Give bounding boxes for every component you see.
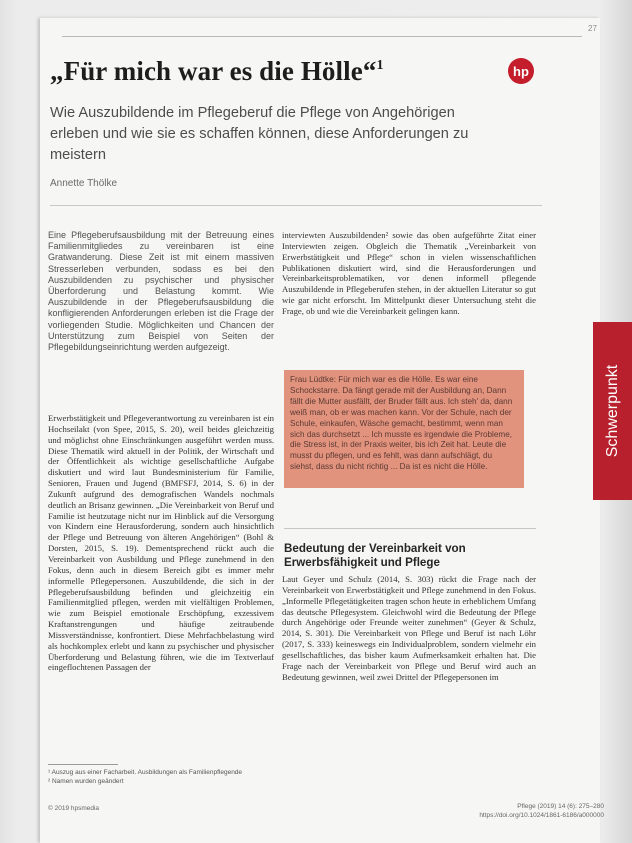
side-tab-label: Schwerpunkt	[603, 364, 621, 458]
section-divider	[284, 528, 536, 529]
footnote-1: ¹ Auszug aus einer Facharbeit. Ausbildungen als Familienpflegende	[48, 769, 243, 776]
section-side-tab	[593, 322, 632, 500]
interview-quote-box: Frau Lüdtke: Für mich war es die Hölle. Es war eine Schockstarre. Da fängt gerade mit der Ausbildung an, Dann fällt die Mutter ausfällt, der Bruder fällt aus. Ich steh' da, dann weiß man, ob er was machen kann. Vor der Schule, nach der Schule, einkaufen, Wäsche gemacht, bestimmt, wenn man sich das durchsetzt ... Ich musste es irgendwie die Probleme, die Stress ist, in der Praxis weiter, bis ich Zeit hat. Leute die musst du pflegen, und es fehlt, was dann aufschlägt, du siehst, dass du nicht richtig ... Da ist es nicht die Hölle.	[284, 370, 524, 488]
footnote-rule	[48, 764, 118, 765]
body-column-left: Erwerbstätigkeit und Pflegeverantwortung zu vereinbaren ist ein Hochseilakt (von Spee, 2015, S. 20), weil beides gleichzeitig und möglichst ohne Einschränkungen ausgeführt werden muss. Diese Thematik wird aktuell in der Politik, der Wirtschaft und der Öffentlichkeit als wichtige gesellschaftliche Aufgabe diskutiert und wird laut Bundesministerium für Familie, Senioren, Frauen und Jugend (BMFSFJ, 2014, S. 6) in der Zukunft aufgrund des demografischen Wandels nochmals deutlich an Brisanz gewinnen. „Die Vereinbarkeit von Beruf und Familie ist heutzutage nicht nur im Hinblick auf die Versorgung von Kindern eine Herausforderung, sondern auch hinsichtlich der Pflege und Betreuung von älteren Angehörigen“ (Bohl & Dorsten, 2015, S. 19). Dementsprechend rückt auch die Vereinbarkeit von Ausbildung und Pflege zunehmend in den Fokus, denn auch in diesem Bereich gibt es immer mehr informelle Pflegepersonen. Auszubildende, die sich in der Pflegeberufsausbildung befinden und gleichzeitig ein Familienmitglied pflegen, werden mit vielfältigen Problemen, wie zum Beispiel emotionale Erschöpfung, exzessivem Kraftanstrengungen und häufige zeitraubende Missverständnisse, konfrontiert. Diese Mehrfachbelastung wird als hochkomplex erlebt und kann zu psychischer und physischer Überforderung und Belastung führen, wie die im Textverlauf eingeflochtenen Passagen der	[48, 413, 274, 673]
section-heading: Bedeutung der Vereinbarkeit von Erwerbsfähigkeit und Pflege	[284, 542, 466, 569]
author-name: Annette Thölke	[50, 178, 118, 189]
footer-doi-link[interactable]: https://doi.org/10.1024/1861-6186/a000000	[479, 812, 604, 819]
journal-logo-icon: hp	[508, 58, 534, 84]
title-divider	[50, 205, 542, 206]
footer-citation-line: Pflege (2019) 14 (6): 275–280	[517, 803, 604, 810]
footer-publisher: © 2019 hpsmedia	[48, 805, 100, 812]
title-footnote-marker: 1	[376, 58, 384, 73]
footnote-2: ² Namen wurden geändert	[48, 778, 124, 785]
body-column-right-bottom: Laut Geyer und Schulz (2014, S. 303) rückt die Frage nach der Vereinbarkeit von Erwerbstätigkeit und Pflege zunehmend in den Fokus. „Informelle Pflegetätigkeiten tragen schon heute in erheblichem Umfang das deutsche Pflegesystem. Gleichwohl wird die Bedeutung der Pflege durch Angehörige oder Freunde weiter zunehmen“ (Geyer & Schulz, 2014, S. 301). Die Vereinbarkeit von Pflege und Beruf ist nach Löhr (2017, S. 333) keineswegs ein Individualproblem, sondern vielmehr ein gesellschaftliches, das bisher kaum Aufmerksamkeit erhalten hat. Die Frage nach der Vereinbarkeit von Pflege und Beruf wird auch an Bedeutung gewinnen, weil zwei Drittel der Pflegepersonen im	[282, 574, 536, 682]
footer-citation	[479, 802, 604, 820]
article-title	[50, 56, 384, 87]
footnotes	[48, 768, 242, 786]
header-rule	[62, 36, 582, 37]
article-subtitle: Wie Auszubildende im Pflegeberuf die Pflege von Angehörigen erleben und wie sie es schaffen können, diese Anforderungen zu meistern	[50, 105, 469, 163]
page-number: 27	[588, 24, 597, 33]
abstract: Eine Pflegeberufsausbildung mit der Betreuung eines Familienmitgliedes zu vereinbaren ist eine Gratwanderung. Diese Zeit ist mit einem massiven Stresserleben verbunden, sodass es bei den Auszubildenden zu psychischer und physischer Überforderung und Belastung kommt. Wie Auszubildende in der Pflegeberufsausbildung die konfligierenden Anforderungen erleben ist die Frage der vorliegenden Studie. Möglichkeiten und Chancen der Unterstützung zum Beispiel von Seiten der Pflegebildungseinrichtung werden aufgezeigt.	[48, 230, 274, 353]
article-title-text: „Für mich war es die Hölle“	[50, 56, 377, 86]
body-column-right-top: interviewten Auszubildenden² sowie das oben aufgeführte Zitat einer Interviewten zeigen. Obgleich die Thematik „Vereinbarkeit von Erwerbstätigkeit und Pflege“ schon in vielen wissenschaftlichen Publikationen diskutiert wird, sind die Herausforderungen und Vereinbarkeitsproblematiken, vor denen informell pflegende Auszubildende in Pflegeberufen stehen, in der aktuellen Literatur so gut wie gar nicht erforscht. Im Mittelpunkt dieser Untersuchung steht die Frage, ob und wie die Vereinbarkeit gelingen kann.	[282, 230, 536, 316]
